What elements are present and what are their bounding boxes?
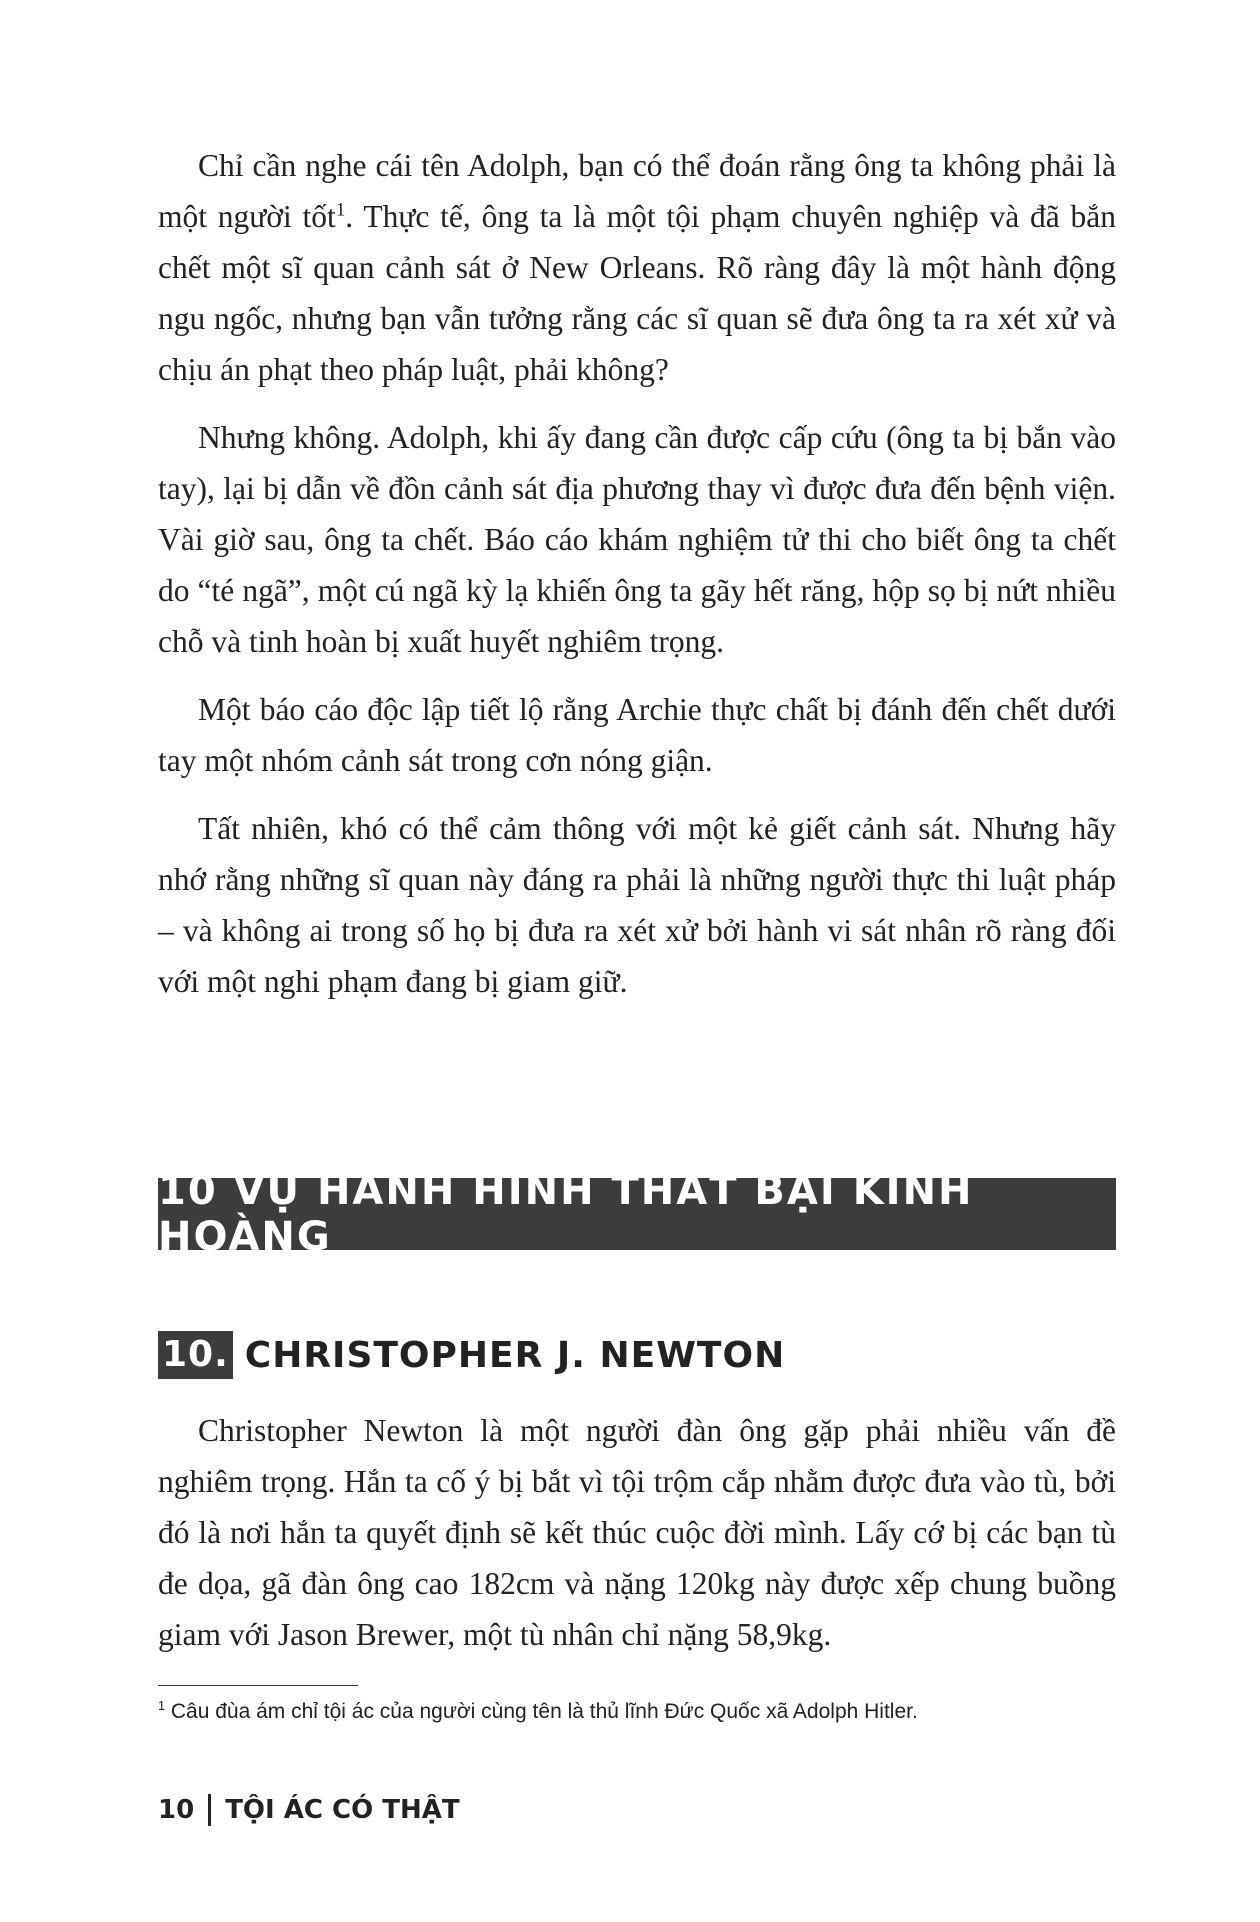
footnote-text: Câu đùa ám chỉ tội ác của người cùng tên là thủ lĩnh Đức Quốc xã Adolph Hitler. [170, 1700, 918, 1723]
entry-number: 10. [158, 1331, 233, 1379]
footnote-ref: 1 [335, 199, 346, 221]
entry-name: CHRISTOPHER J. NEWTON [244, 1334, 786, 1376]
page-footer [158, 1790, 460, 1830]
paragraph-3: Một báo cáo độc lập tiết lộ rằng Archie thực chất bị đánh đến chết dưới tay một nhóm cảnh sát trong cơn nóng giận. [158, 692, 1116, 778]
paragraph-2: Nhưng không. Adolph, khi ấy đang cần được cấp cứu (ông ta bị bắn vào tay), lại bị dẫn về đồn cảnh sát địa phương thay vì được đưa đến bệnh viện. Vài giờ sau, ông ta chết. Báo cáo khám nghiệm tử thi cho biết ông ta chết do “té ngã”, một cú ngã kỳ lạ khiến ông ta gãy hết răng, hộp sọ bị nứt nhiều chỗ và tinh hoàn bị xuất huyết nghiêm trọng. [158, 420, 1116, 659]
folio-separator [208, 1794, 211, 1826]
entry-heading [158, 1330, 785, 1380]
paragraph-4: Tất nhiên, khó có thể cảm thông với một kẻ giết cảnh sát. Nhưng hãy nhớ rằng những sĩ quan này đáng ra phải là những người thực thi luật pháp – và không ai trong số họ bị đưa ra xét xử bởi hành vi sát nhân rõ ràng đối với một nghi phạm đang bị giam giữ. [158, 811, 1116, 999]
footnote-marker: 1 [158, 1699, 166, 1713]
paragraph-1: Chỉ cần nghe cái tên Adolph, bạn có thể đoán rằng ông ta không phải là một người tốt$^1$. Thực tế, ông ta là một tội phạm chuyên nghiệp và đã bắn chết một sĩ quan cảnh sát ở New Orleans. Rõ ràng đây là một hành động ngu ngốc, nhưng bạn vẫn tưởng rằng các sĩ quan sẽ đưa ông ta ra xét xử và chịu án phạt theo pháp luật, phải không? [158, 148, 1116, 387]
section-title-banner [158, 1168, 1116, 1260]
footnote [158, 1697, 1116, 1727]
entry-paragraph: Christopher Newton là một người đàn ông gặp phải nhiều vấn đề nghiêm trọng. Hắn ta cố ý bị bắt vì tội trộm cắp nhằm được đưa vào tù, bởi đó là nơi hắn ta quyết định sẽ kết thúc cuộc đời mình. Lấy cớ bị các bạn tù đe dọa, gã đàn ông cao 182cm và nặng 120kg này được xếp chung buồng giam với Jason Brewer, một tù nhân chỉ nặng 58,9kg. [158, 1413, 1116, 1652]
body-text-entry [158, 1405, 1116, 1677]
body-text-top [158, 140, 1116, 1024]
footnote-divider [158, 1685, 358, 1686]
running-title: TỘI ÁC CÓ THẬT [225, 1795, 460, 1825]
section-title: 10 VỤ HÀNH HÌNH THẤT BẠI KINH HOÀNG [158, 1168, 974, 1260]
page-number: 10 [158, 1795, 195, 1825]
